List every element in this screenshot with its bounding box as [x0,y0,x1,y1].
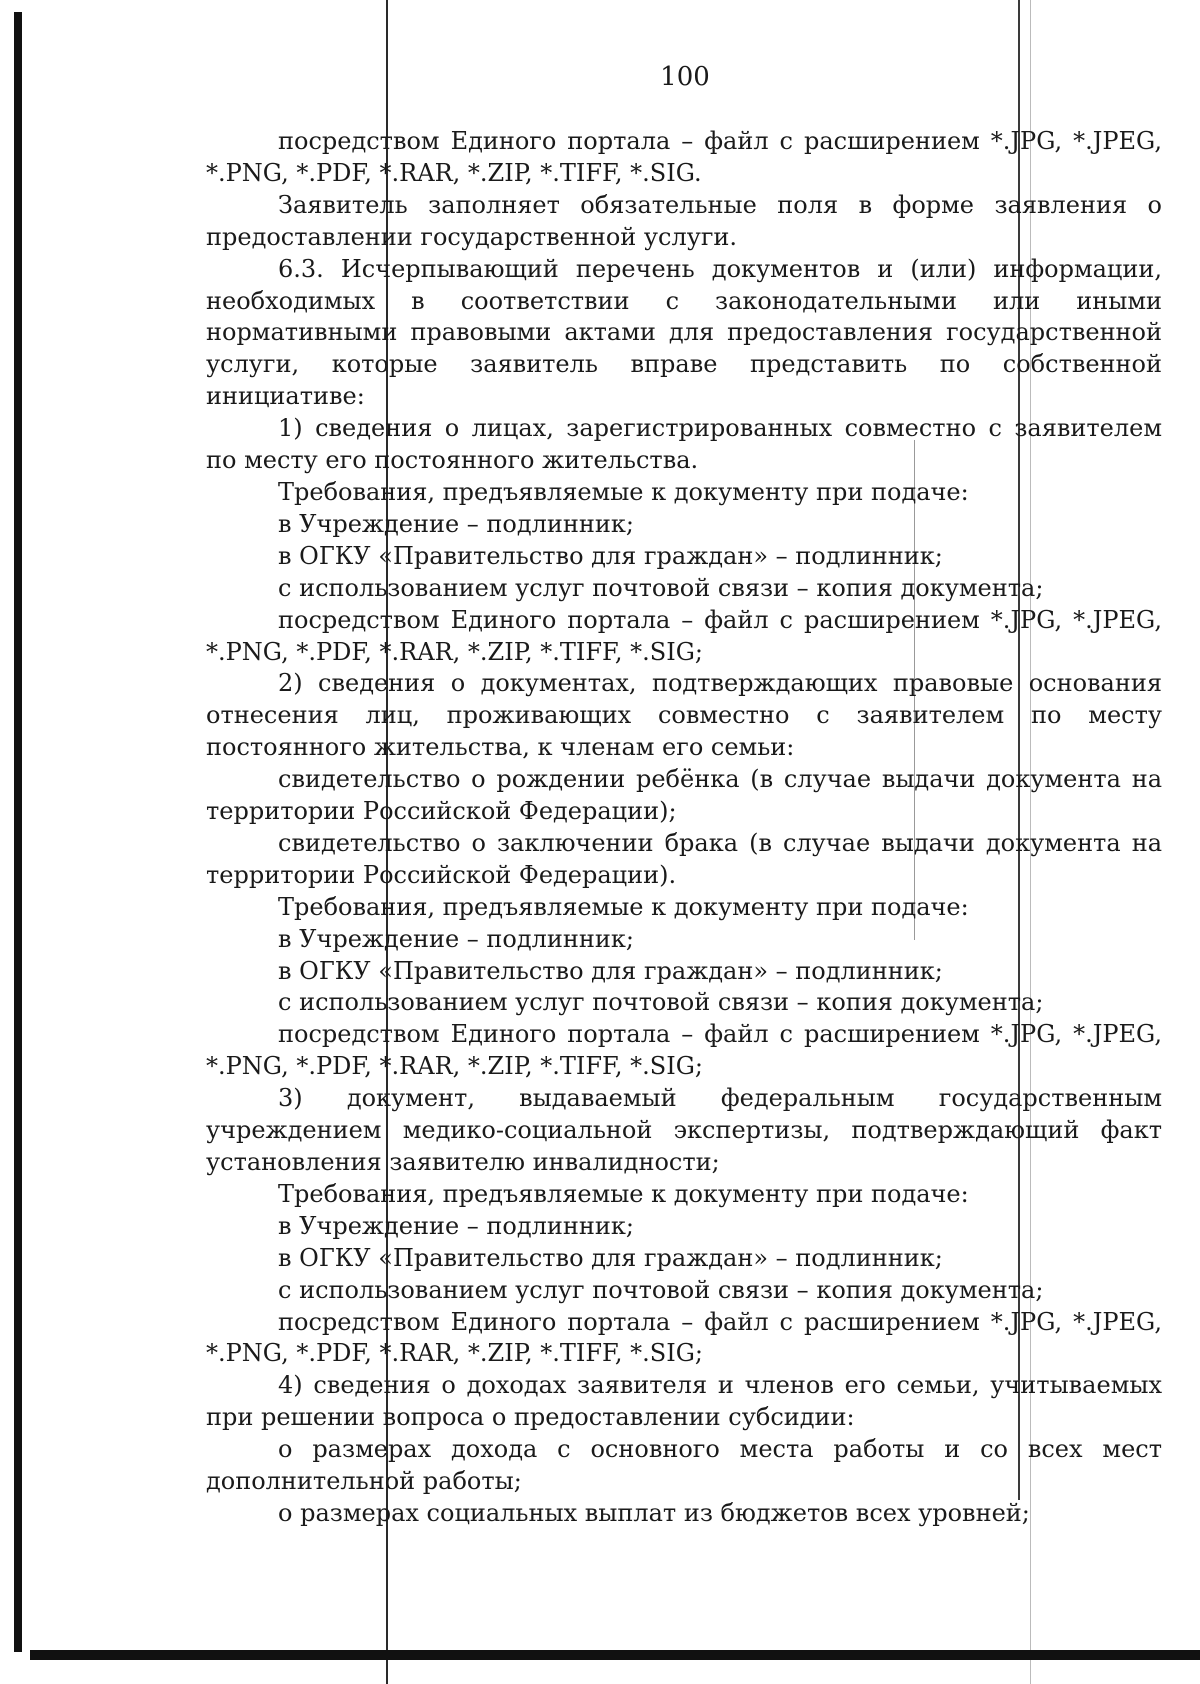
paragraph: посредством Единого портала – файл с расширением *.JPG, *.JPEG, *.PNG, *.PDF, *.RAR, *.ZIP, *.TIFF, *.SIG. [206,127,1162,187]
paragraph: в ОГКУ «Правительство для граждан» – подлинник; [278,1243,943,1272]
paragraph: 2) сведения о документах, подтверждающих правовые основания отнесения лиц, проживающих совместно с заявителем по месту постоянного жительства, к членам его семьи: [206,669,1162,762]
paragraph: с использованием услуг почтовой связи – копия документа; [278,1275,1044,1304]
paragraph: Требования, предъявляемые к документу при подаче: [278,477,969,506]
paragraph: посредством Единого портала – файл с расширением *.JPG, *.JPEG, *.PNG, *.PDF, *.RAR, *.ZIP, *.TIFF, *.SIG; [206,605,1162,666]
paragraph: 3) документ, выдаваемый федеральным государственным учреждением медико-социальной экспертизы, подтверждающий факт установления заявителю инвалидности; [206,1084,1162,1176]
paragraph: в Учреждение – подлинник; [278,1211,634,1240]
paragraph: в Учреждение – подлинник; [278,509,634,538]
paragraph: в ОГКУ «Правительство для граждан» – подлинник; [278,541,943,570]
paragraph: 1) сведения о лицах, зарегистрированных совместно с заявителем по месту его постоянного жительства. [206,414,1162,475]
paragraph: свидетельство о заключении брака (в случае выдачи документа на территории Российской Федерации). [206,828,1162,889]
scan-bottom-border [30,1650,1200,1660]
paragraph: посредством Единого портала – файл с расширением *.JPG, *.JPEG, *.PNG, *.PDF, *.RAR, *.ZIP, *.TIFF, *.SIG; [206,1020,1162,1081]
page-number: 100 [660,62,710,92]
paragraph: о размерах дохода с основного места работы и со всех мест дополнительной работы; [206,1435,1162,1496]
paragraph: с использованием услуг почтовой связи – копия документа; [278,573,1044,602]
paragraph: о размерах социальных выплат из бюджетов всех уровней; [278,1498,1030,1527]
paragraph: Требования, предъявляемые к документу при подаче: [278,892,969,921]
paragraph: свидетельство о рождении ребёнка (в случае выдачи документа на территории Российской Федерации); [206,765,1162,826]
paragraph: в ОГКУ «Правительство для граждан» – подлинник; [278,956,943,985]
paragraph: с использованием услуг почтовой связи – копия документа; [278,988,1044,1017]
paragraph: посредством Единого портала – файл с расширением *.JPG, *.JPEG, *.PNG, *.PDF, *.RAR, *.ZIP, *.TIFF, *.SIG; [206,1307,1162,1368]
paragraph: Требования, предъявляемые к документу при подаче: [278,1179,969,1208]
scan-left-border [14,12,22,1652]
paragraph: 4) сведения о доходах заявителя и членов его семьи, учитываемых при решении вопроса о предоставлении субсидии: [206,1371,1162,1432]
paragraph: 6.3. Исчерпывающий перечень документов и (или) информации, необходимых в соответствии с законодательными или иными нормативными правовыми актами для предоставления государственной услуги, которые заявитель вправе представить по собственной инициативе: [206,254,1162,411]
paragraph: в Учреждение – подлинник; [278,924,634,953]
paragraph: Заявитель заполняет обязательные поля в форме заявления о предоставлении государственной услуги. [206,190,1162,251]
document-body [206,126,1162,1530]
